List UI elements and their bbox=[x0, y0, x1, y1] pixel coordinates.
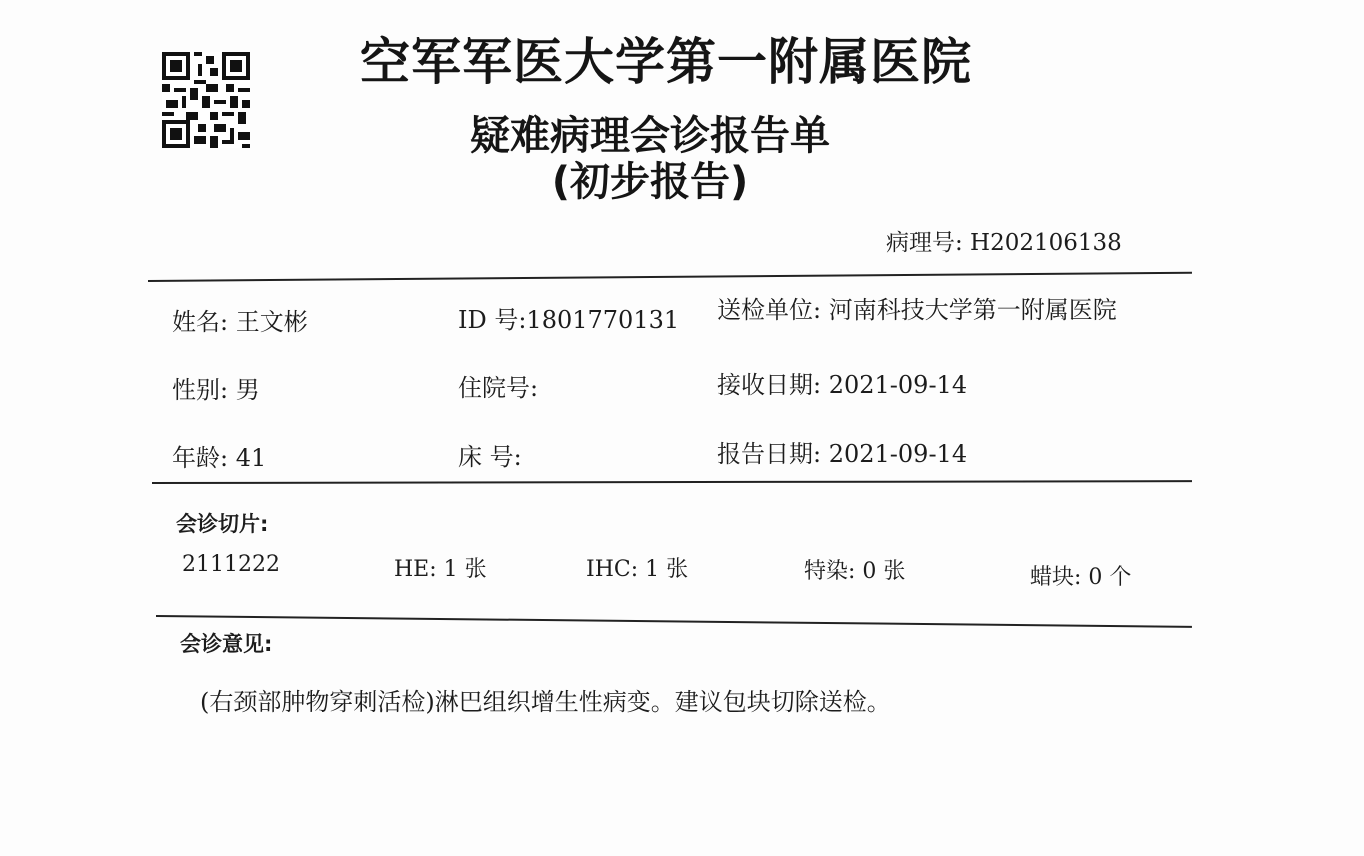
patient-name: 姓名: 王文彬 bbox=[172, 308, 308, 336]
receive-date: 接收日期: 2021-09-14 bbox=[717, 371, 968, 399]
slides-section-title: 会诊切片: bbox=[176, 512, 269, 536]
report-subtitle: (初步报告) bbox=[551, 159, 749, 205]
divider-bottom bbox=[156, 615, 1192, 628]
divider-middle bbox=[152, 480, 1192, 484]
patient-age: 年龄: 41 bbox=[172, 444, 267, 472]
slide-wax-block-count: 蜡块: 0 个 bbox=[1030, 565, 1132, 590]
opinion-section-title: 会诊意见: bbox=[180, 632, 273, 656]
opinion-text: (右颈部肿物穿刺活检)淋巴组织增生性病变。建议包块切除送检。 bbox=[200, 688, 891, 716]
divider-top bbox=[148, 272, 1192, 282]
patient-gender: 性别: 男 bbox=[172, 376, 260, 404]
report-date: 报告日期: 2021-09-14 bbox=[717, 440, 968, 468]
submit-unit: 送检单位: 河南科技大学第一附属医院 bbox=[717, 296, 1117, 324]
report-title: 疑难病理会诊报告单 bbox=[470, 113, 830, 159]
slide-ihc-count: IHC: 1 张 bbox=[586, 557, 689, 582]
slide-special-stain-count: 特染: 0 张 bbox=[804, 559, 906, 584]
pathology-number: 病理号: H202106138 bbox=[886, 230, 1122, 256]
slide-he-count: HE: 1 张 bbox=[394, 557, 487, 582]
patient-id: ID 号:1801770131 bbox=[458, 306, 680, 334]
admission-number: 住院号: bbox=[458, 374, 539, 402]
slide-id: 2111222 bbox=[182, 552, 280, 577]
bed-number: 床 号: bbox=[458, 443, 522, 471]
hospital-title: 空军军医大学第一附属医院 bbox=[360, 33, 972, 91]
